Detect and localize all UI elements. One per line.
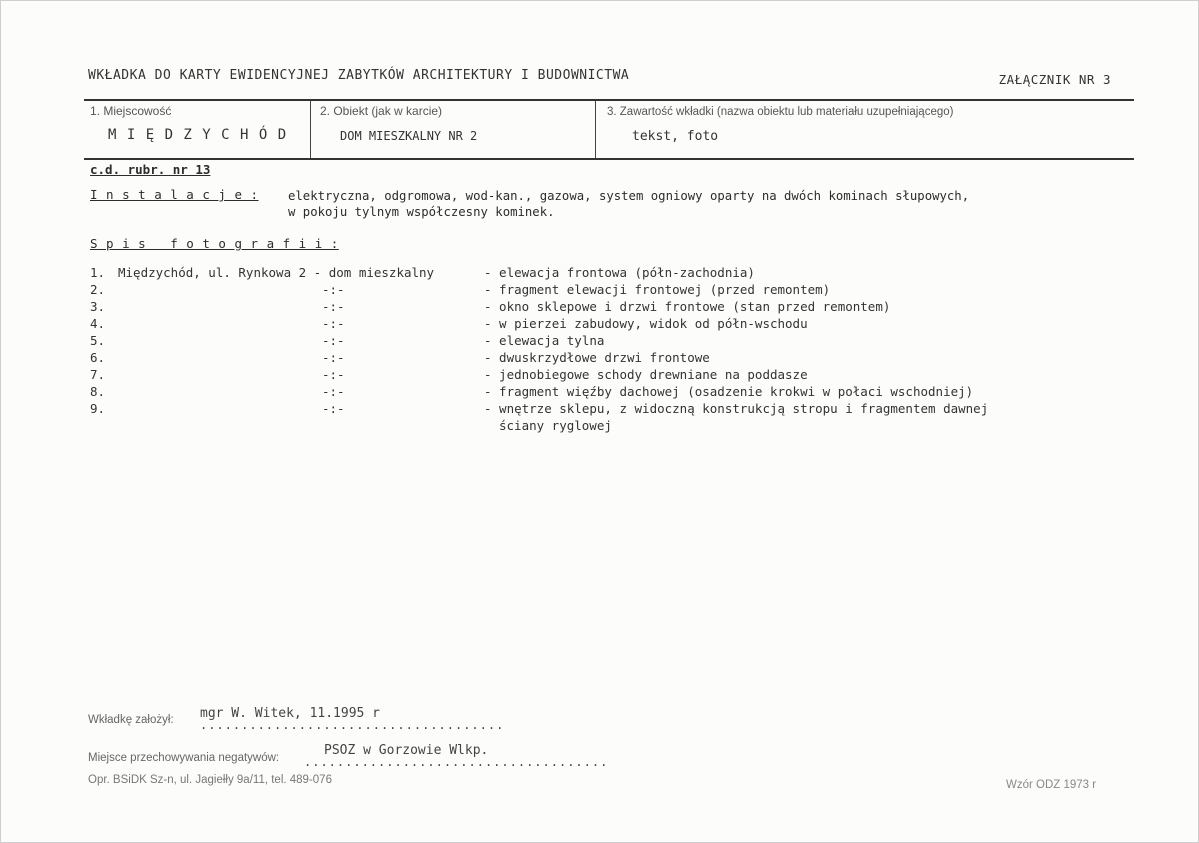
- photo-ditto: -:-: [322, 282, 345, 297]
- list-item: [0, 299, 1199, 315]
- photo-description-continuation: ściany ryglowej: [499, 418, 612, 433]
- photo-ditto: -:-: [322, 350, 345, 365]
- list-item: [0, 367, 1199, 383]
- photo-number: 7.: [90, 367, 106, 382]
- photo-ditto: -:-: [322, 299, 345, 314]
- table-divider-2: [595, 101, 596, 158]
- photo-description: - okno sklepowe i drzwi frontowe (stan przed remontem): [484, 299, 891, 314]
- installations-heading: I n s t a l a c j e :: [90, 187, 259, 202]
- list-item: [0, 384, 1199, 400]
- print-info: Opr. BSiDK Sz-n, ul. Jagiełły 9a/11, tel. 489-076: [88, 774, 332, 786]
- photo-ditto: -:-: [322, 401, 345, 416]
- form-pattern: Wzór ODZ 1973 r: [1006, 779, 1097, 791]
- table-divider-1: [310, 101, 311, 158]
- photo-ditto: -:-: [322, 316, 345, 331]
- photo-ditto: -:-: [322, 384, 345, 399]
- field-place-label: 1. Miejscowość: [90, 104, 172, 118]
- list-item: [0, 265, 1199, 281]
- photo-description: - w pierzei zabudowy, widok od półn-wschodu: [484, 316, 808, 331]
- photo-description: - wnętrze sklepu, z widoczną konstrukcją stropu i fragmentem dawnej: [484, 401, 989, 416]
- photo-description: - fragment elewacji frontowej (przed remontem): [484, 282, 831, 297]
- photo-description: - elewacja frontowa (półn-zachodnia): [484, 265, 755, 280]
- photo-list-heading: S p i s f o t o g r a f i i :: [90, 236, 339, 251]
- list-item: [0, 282, 1199, 298]
- list-item: [0, 350, 1199, 366]
- photo-place: Międzychód, ul. Rynkowa 2 - dom mieszkalny: [118, 265, 435, 280]
- photo-number: 1.: [90, 265, 106, 280]
- field-content-value: tekst, foto: [632, 129, 719, 144]
- photo-number: 5.: [90, 333, 106, 348]
- annex-number: ZAŁĄCZNIK NR 3: [998, 72, 1111, 87]
- photo-number: 8.: [90, 384, 106, 399]
- installations-text-line1: elektryczna, odgromowa, wod-kan., gazowa, system ogniowy oparty na dwóch kominach słupowych,: [288, 189, 970, 203]
- installations-text-line2: w pokoju tylnym współczesny kominek.: [288, 205, 555, 219]
- table-top-border: [84, 99, 1134, 101]
- photo-ditto: -:-: [322, 333, 345, 348]
- list-item: [0, 333, 1199, 349]
- storage-label: Miejsce przechowywania negatywów:: [88, 752, 280, 764]
- photo-ditto: -:-: [322, 367, 345, 382]
- photo-description: - dwuskrzydłowe drzwi frontowe: [484, 350, 710, 365]
- document-title: WKŁADKA DO KARTY EWIDENCYJNEJ ZABYTKÓW ARCHITEKTURY I BUDOWNICTWA: [88, 68, 630, 83]
- list-item-continuation: [0, 418, 1199, 434]
- author-value: mgr W. Witek, 11.1995 r: [200, 706, 381, 721]
- field-object-label: 2. Obiekt (jak w karcie): [320, 104, 443, 118]
- storage-dotted-line: .....................................: [304, 755, 609, 769]
- photo-description: - elewacja tylna: [484, 333, 605, 348]
- continuation-rubric: c.d. rubr. nr 13: [90, 162, 211, 177]
- photo-number: 6.: [90, 350, 106, 365]
- field-place-value: M I Ę D Z Y C H Ó D: [108, 127, 288, 143]
- author-label: Wkładkę założył:: [88, 714, 174, 726]
- field-content-label: 3. Zawartość wkładki (nazwa obiektu lub materiału uzupełniającego): [607, 106, 954, 118]
- list-item: [0, 401, 1199, 417]
- photo-number: 3.: [90, 299, 106, 314]
- table-bottom-border: [84, 158, 1134, 160]
- photo-number: 9.: [90, 401, 106, 416]
- list-item: [0, 316, 1199, 332]
- photo-description: - jednobiegowe schody drewniane na poddasze: [484, 367, 808, 382]
- photo-number: 4.: [90, 316, 106, 331]
- author-dotted-line: .....................................: [200, 718, 505, 732]
- storage-value: PSOZ w Gorzowie Wlkp.: [324, 743, 489, 758]
- field-object-value: DOM MIESZKALNY NR 2: [340, 129, 478, 143]
- photo-description: - fragment więźby dachowej (osadzenie krokwi w połaci wschodniej): [484, 384, 974, 399]
- photo-number: 2.: [90, 282, 106, 297]
